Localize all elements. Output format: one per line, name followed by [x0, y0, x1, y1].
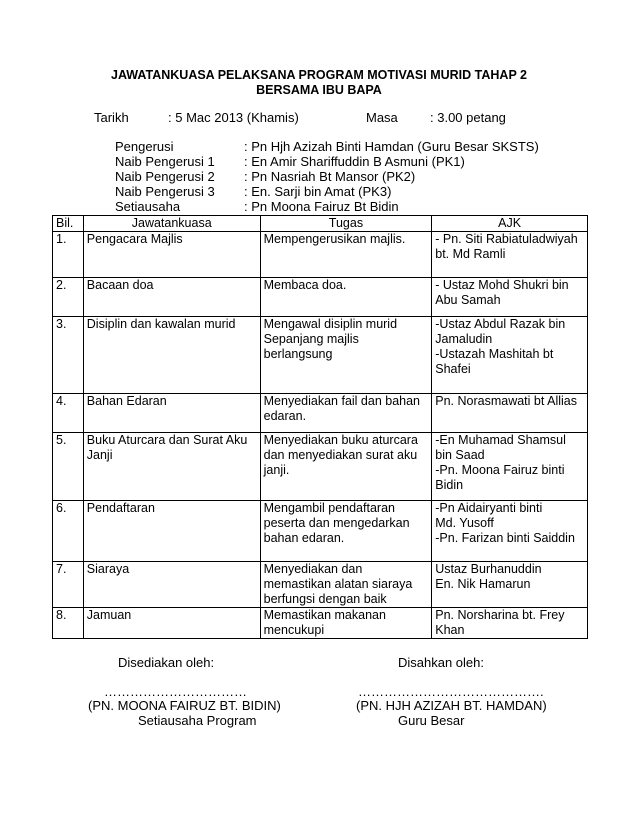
time-value: : 3.00 petang [430, 110, 506, 125]
cell-tugas [260, 608, 432, 639]
cell-line: Sepanjang majlis [263, 332, 359, 346]
cell-jawatankuasa [83, 562, 260, 608]
cell-ajk [432, 608, 588, 639]
cell-line: Ustaz Burhanuddin [435, 562, 542, 576]
cell-line: berlangsung [263, 347, 333, 361]
cell-line: Pengacara Majlis [86, 232, 183, 246]
cell-line: edaran. [263, 409, 307, 423]
cell-line: mencukupi [263, 623, 325, 637]
document-title-line2: BERSAMA IBU BAPA [256, 83, 382, 97]
approved-by-name: (PN. HJH AZIZAH BT. HAMDAN) [356, 698, 547, 713]
cell-line: Menyediakan dan [263, 562, 363, 576]
cell-jawatankuasa [83, 608, 260, 639]
table-row [53, 232, 588, 278]
table-row [53, 608, 588, 639]
cell-line: dan menyediakan surat aku [263, 448, 418, 462]
cell-line: Janji [86, 448, 113, 462]
cell-bil: 3. [53, 317, 84, 394]
cell-bil: 7. [53, 562, 84, 608]
table-row [53, 562, 588, 608]
cell-ajk [432, 278, 588, 317]
committee-name: : En Amir Shariffuddin B Asmuni (PK1) [244, 154, 465, 169]
committee-name: : Pn Hjh Azizah Binti Hamdan (Guru Besar SKSTS) [244, 139, 539, 154]
cell-line: -En Muhamad Shamsul [435, 433, 566, 447]
cell-line: Md. Yusoff [435, 516, 494, 530]
cell-ajk [432, 394, 588, 433]
cell-line: Membaca doa. [263, 278, 347, 292]
cell-line: Abu Samah [435, 293, 501, 307]
cell-bil: 1. [53, 232, 84, 278]
cell-ajk [432, 501, 588, 562]
cell-ajk [432, 433, 588, 501]
cell-line: Menyediakan buku aturcara [263, 433, 418, 447]
cell-line: Bidin [435, 478, 464, 492]
cell-line: Khan [435, 623, 465, 637]
cell-bil: 6. [53, 501, 84, 562]
table-row [53, 317, 588, 394]
cell-line: Mempengerusikan majlis. [263, 232, 406, 246]
prepared-by-signature-line: …………………………… [104, 684, 247, 699]
cell-line: bin Saad [435, 448, 485, 462]
table-row [53, 278, 588, 317]
cell-line: Memastikan makanan [263, 608, 386, 622]
document-title-line1: JAWATANKUASA PELAKSANA PROGRAM MOTIVASI MURID TAHAP 2 [111, 68, 527, 82]
header-ajk: AJK [432, 216, 588, 232]
cell-tugas [260, 433, 432, 501]
table-row [53, 394, 588, 433]
cell-tugas [260, 232, 432, 278]
committee-role: Naib Pengerusi 3 [115, 184, 215, 199]
cell-line: - Ustaz Mohd Shukri bin [435, 278, 569, 292]
cell-line: Shafei [435, 362, 471, 376]
cell-line: -Pn. Moona Fairuz binti [435, 463, 565, 477]
committee-name: : En. Sarji bin Amat (PK3) [244, 184, 392, 199]
cell-line: Pn. Norasmawati bt Allias [435, 394, 577, 408]
time-label: Masa [366, 110, 398, 125]
committee-table [52, 215, 588, 639]
prepared-by-label: Disediakan oleh: [118, 655, 215, 670]
cell-line: Mengambil pendaftaran [263, 501, 395, 515]
cell-line: En. Nik Hamarun [435, 577, 531, 591]
cell-line: Buku Aturcara dan Surat Aku [86, 433, 248, 447]
cell-bil: 8. [53, 608, 84, 639]
cell-line: bt. Md Ramli [435, 247, 506, 261]
cell-line: Jamaludin [435, 332, 493, 346]
header-tugas: Tugas [260, 216, 432, 232]
table-header-row [53, 216, 588, 232]
date-label: Tarikh [94, 110, 129, 125]
cell-bil: 2. [53, 278, 84, 317]
cell-tugas [260, 562, 432, 608]
approved-by-signature-line: ……………………………………. [358, 684, 544, 699]
cell-line: -Ustaz Abdul Razak bin [435, 317, 566, 331]
cell-line: Jamuan [86, 608, 132, 622]
cell-line: - Pn. Siti Rabiatuladwiyah [435, 232, 578, 246]
cell-tugas [260, 501, 432, 562]
committee-role: Naib Pengerusi 2 [115, 169, 215, 184]
cell-ajk [432, 317, 588, 394]
header-jawatankuasa: Jawatankuasa [83, 216, 260, 232]
committee-name: : Pn Moona Fairuz Bt Bidin [244, 199, 399, 214]
cell-line: Pendaftaran [86, 501, 155, 515]
cell-jawatankuasa [83, 394, 260, 433]
cell-jawatankuasa [83, 501, 260, 562]
cell-line: Bacaan doa [86, 278, 154, 292]
cell-tugas [260, 278, 432, 317]
cell-jawatankuasa [83, 433, 260, 501]
approved-by-title: Guru Besar [398, 713, 465, 728]
cell-bil: 5. [53, 433, 84, 501]
date-value: : 5 Mac 2013 (Khamis) [168, 110, 299, 125]
cell-tugas [260, 394, 432, 433]
cell-line: janji. [263, 463, 290, 477]
header-bil: Bil. [53, 216, 84, 232]
cell-line: -Pn Aidairyanti binti [435, 501, 543, 515]
cell-line: Pn. Norsharina bt. Frey [435, 608, 565, 622]
cell-jawatankuasa [83, 278, 260, 317]
cell-ajk [432, 562, 588, 608]
cell-line: Siaraya [86, 562, 130, 576]
committee-role: Naib Pengerusi 1 [115, 154, 215, 169]
cell-line: Disiplin dan kawalan murid [86, 317, 236, 331]
cell-line: Mengawal disiplin murid [263, 317, 398, 331]
committee-role: Pengerusi [115, 139, 174, 154]
committee-name: : Pn Nasriah Bt Mansor (PK2) [244, 169, 416, 184]
cell-ajk [432, 232, 588, 278]
cell-line: peserta dan mengedarkan [263, 516, 410, 530]
cell-line: Bahan Edaran [86, 394, 167, 408]
cell-line: -Pn. Farizan binti Saiddin [435, 531, 575, 545]
cell-line: -Ustazah Mashitah bt [435, 347, 554, 361]
cell-line: memastikan alatan siaraya [263, 577, 413, 591]
committee-role: Setiausaha [115, 199, 181, 214]
table-row [53, 501, 588, 562]
approved-by-label: Disahkan oleh: [398, 655, 484, 670]
prepared-by-title: Setiausaha Program [138, 713, 257, 728]
table-row [53, 433, 588, 501]
cell-bil: 4. [53, 394, 84, 433]
cell-line: Menyediakan fail dan bahan [263, 394, 421, 408]
cell-jawatankuasa [83, 232, 260, 278]
cell-line: berfungsi dengan baik [263, 592, 387, 606]
cell-line: bahan edaran. [263, 531, 345, 545]
prepared-by-name: (PN. MOONA FAIRUZ BT. BIDIN) [88, 698, 281, 713]
cell-tugas [260, 317, 432, 394]
cell-jawatankuasa [83, 317, 260, 394]
